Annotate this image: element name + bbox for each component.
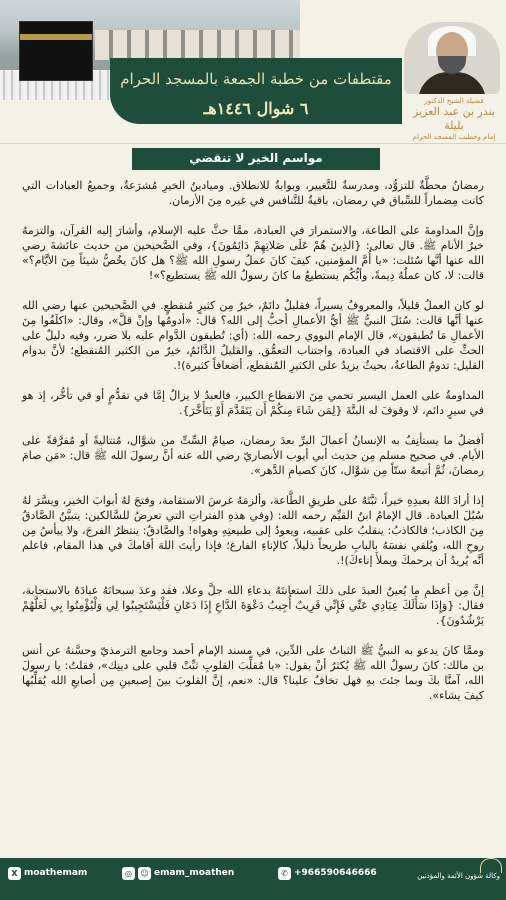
social-handle[interactable]: ◎ ☺ emam_moathen [122,865,234,881]
paragraph: إنَّ مِن أعظمِ ما يُعينُ العبدَ على ذلكَ استعانتَهُ بدعاءِ الله جلَّ وعلا، فقد وعدَ سبحانَهُ عبادَهُ بالاستجابة، فقال: {وَإِذَا سَأَلَكَ عِبَادِي عَنِّي فَإِنِّي قَرِيبٌ أُجِيبُ دَعْوَةَ الدَّاعِ إِذَا دَعَانِ فَلْيَسْتَجِيبُوا لِي وَلْيُؤْمِنُوا بِي لَعَلَّهُمْ يَرْشُدُونَ}. [22,584,484,627]
twitter-icon: X [8,867,21,880]
paragraph: المداومةُ على العمل اليسير تحمي مِنَ الانقطاع الكبير، فالعبدُ لا يزالُ إمَّا في تقدُّمٍ أو في تأخُّر، إذ هو في سيرٍ دائم، لا وقوفَ له البتَّةَ {لِمَن شَاءَ مِنكُمْ أَن يَتَقَدَّمَ أَوْ يَتَأَخَّرَ}. [22,389,484,417]
ministry-logo-icon [480,858,502,873]
phone-number[interactable]: ✆ +966590646666 [278,865,377,881]
snapchat-icon: ☺ [138,867,151,880]
sermon-subtitle: مواسم الخير لا تنقضي [189,151,323,165]
paragraph: لو كان العملُ قليلاً، والمعروفُ يسيراً، فقليلٌ دائمٌ، خيرٌ مِن كثيرٍ مُنقطعٍ. في الصَّحيحين عنها رضي الله عنها أنَّها قالت: سُئلَ النبيُّ ﷺ أيُّ الأعمالِ أحبُّ إلى الله؟ قال: «أدومُها وإنْ قلَّ»، وقال: «اكلَفُوا مِنَ الأعمالِ مَا تُطيقون»، قال الإمام النووي رحمه الله: (أي: تُطيقون الدَّوام عليه بلا ضرر، وفيه دليلٌ على الحثِّ على الاقتصاد في العبادة، واجتناب التعمُّق. والقليلُ الدَّائمُ، خيرٌ من الكثير المُنقطع؛ لأنَّ بدوام القليل: تدومُ الطاعةُ، بحيثُ يزيدُ على الكثيرِ المُنقطع، أضعافاً كثيرة)!. [22,299,484,372]
mosque-arches [95,30,300,60]
page-title: مقتطفات من خطبة الجمعة بالمسجد الحرام [120,70,392,88]
speaker-info [404,97,504,141]
speaker-name: بندر بن عبد العزيز بليلة [413,105,495,132]
divider [0,143,506,144]
twitter-handle[interactable]: X moathemam [8,865,87,881]
kaaba-image [20,22,92,80]
paragraph: إذا أرادَ اللهُ بعبدِهِ خيراً، ثبَّتَهُ على طريقِ الطَّاعة، وألزمَهُ غرسَ الاستقامة، وفتحَ لهُ أبوابَ الخير، ويسَّرَ لهُ سُبُلَ العبادة. قال الإمامُ ابنُ القيِّم رحمه الله: (وفي هذهِ الفتراتِ التي تعرضُ للسَّالكين: يتبيَّنُ الصَّادقُ مِنَ الكاذب؛ فالكاذبُ: ينقلبُ على عقبيه، ويعودُ إلى طبيعتِهِ وهواه! والصَّادقُ: ينتظرُ الفرجَ، ولا ييأسُ مِن روحِ الله، ويُلقي نفسَهُ بالبابِ طريحاً ذليلاً، كالإناءِ الفارغ؛ فإذا رأيتَ اللهَ أقامكَ في هذا المقام، فاعلم أنَّه يُريدُ أن يرحمكَ ويملأَ إناءكَ)!. [22,494,484,567]
paragraph: أفضلُ ما يستأنِفُ به الإنسانُ أعمالَ البرِّ بعدَ رمضان، صيامُ السِّتِّ من شوَّال، مُتتاليةً أو مُفرَّقةً على الأيام. في صحيح مسلم مِن حديث أبي أيوب الأنصاريّ رضي الله عنه أنَّ رسولَ الله ﷺ قال: «مَن صامَ رمضانَ، ثُمَّ أتبعهُ ستّاً مِن شوَّال، كانَ كصيامِ الدَّهر». [22,434,484,477]
instagram-icon: ◎ [122,867,135,880]
whatsapp-icon: ✆ [278,867,291,880]
paragraph: وممَّا كانَ يدعو به النبيُّ ﷺ الثباتُ على الدِّين، في مسند الإمام أحمد وجامع الترمذيّ وحسَّنهُ عن أنس بن مالك: كانَ رسولُ الله ﷺ يُكثرُ أنْ يقول: «يا مُقلِّبَ القلوبِ ثبِّتْ قلبي على دينِك»، فقلتُ: يا رسولَ الله، آمنَّا بكَ وبما جئتَ بهِ فهل تخافُ علينا؟ قال: «نعم، إنَّ القلوبَ بينَ إصبعينِ مِن أصابعِ الله يُقلِّبُها كيفَ يشاء». [22,644,484,702]
speaker-portrait [404,22,500,94]
paragraph: رمضانُ محطَّةٌ للتزوُّد، ومدرسةٌ للتَّغيير، وبوابةٌ للانطلاق. وميادينُ الخيرِ مُشرَعةٌ، وجميعُ العبادات التي كانت مِضماراً للسِّباق في رمضان، باقيةٌ للتَّنافس في غيره مِنَ الأزمان. [22,179,484,207]
header-banner [0,0,506,150]
speaker-role: إمام وخطيب المسجد الحرام [412,133,496,141]
speaker-title: فضيلة الشيخ الدكتور [424,97,484,105]
ministry-logo-text: وكالة شؤون الأئمة والمؤذنين [417,872,500,880]
sermon-body [22,178,484,718]
paragraph: وإنَّ المداومةَ على الطاعة، والاستمرارَ في العبادة، ممَّا حثَّ عليه الإسلام، وأشارَ إليه القرآن، والتزمهُ خيرُ الأنام ﷺ. قال تعالى: {الذِينَ هُمْ عَلَى صَلاتِهِمْ دَائِمُونَ}، وفي الصَّحيحين من حديث عائشةَ رضي الله عنها أنَّها سُئلت: «يا أُمَّ المؤمنين، كيفَ كانَ عملُ رسولِ الله ﷺ؟ هل كانَ يخُصُّ شيئاً مِنَ الأيَّام؟» قالت: لا، كان عملُهُ دِيمةً، وأيُّكُم يستطيعُ ما كانَ رسولُ الله ﷺ يستطيع؟»! [22,224,484,282]
sermon-date: ٦ شوال ١٤٤٦هـ [203,99,309,118]
